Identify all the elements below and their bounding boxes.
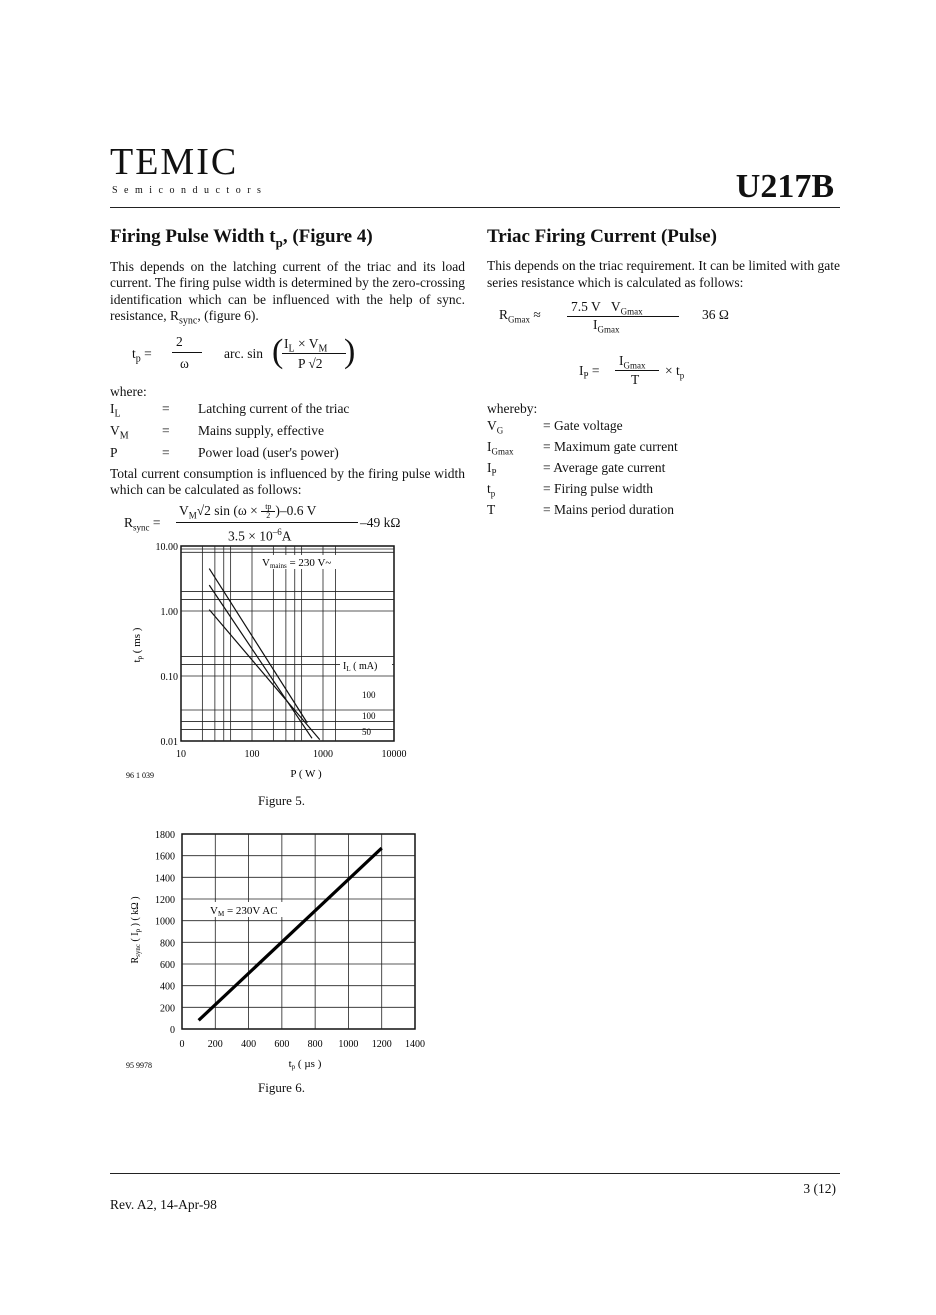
def-row-vg: $V_G$ = Gate voltage	[487, 417, 623, 436]
fig5-x-tick-label: 10	[176, 749, 186, 760]
fig5-x-tick-label: 1000	[313, 749, 333, 760]
company-logo: TEMIC	[110, 141, 239, 183]
fig6-y-tick-label: 1400	[155, 873, 175, 885]
fig5-y-tick-label: 0.01	[160, 737, 178, 748]
fig5-id: 96 1 039	[126, 771, 154, 780]
where-label: where:	[110, 384, 147, 400]
left-definitions	[110, 401, 349, 462]
figure-5-caption: Figure 5.	[258, 793, 305, 808]
fig6-annotation: VM = 230V AC	[210, 905, 278, 918]
fig6-y-tick-label: 400	[160, 981, 175, 993]
right-column	[487, 226, 840, 519]
fig5-series-label: 100	[362, 690, 376, 700]
fig6-y-tick-label: 200	[160, 1003, 175, 1015]
def-row-igmax: $I_{Gmax}$ = Maximum gate current	[487, 438, 678, 457]
def-row-vm: $V_M$ = Mains supply, effective	[110, 423, 324, 442]
page-number: 3 (12)	[803, 1181, 836, 1196]
def-row-t: T = Mains period duration	[487, 502, 674, 518]
header-rule	[110, 207, 840, 208]
fig6-y-tick-label: 800	[160, 938, 175, 950]
fig6-ylabel: $R_{sync}$ ( $I_p$ ) ( kΩ )	[130, 896, 142, 964]
part-number: U217B	[735, 168, 834, 205]
fig6-x-tick-label: 1400	[405, 1039, 425, 1050]
revision-info: Rev. A2, 14-Apr-98	[110, 1197, 217, 1212]
fig6-x-tick-label: 1000	[338, 1039, 359, 1050]
def-row-ip: $I_P$ = Average gate current	[487, 459, 666, 478]
fig6-xlabel: tp ( µs )	[288, 1058, 322, 1071]
figure-6-caption: Figure 6.	[258, 1080, 305, 1095]
figure-6-chart	[110, 825, 440, 1075]
fig6-x-tick-label: 800	[307, 1039, 323, 1050]
formula-rsync: $R_{sync}$ = $V_M√2$ sin (ω × $\frac{tp}{2}$ )–0.6 V $3.5 \times 10^{-6}A$ –49 kΩ	[124, 502, 401, 544]
fig6-x-tick-label: 600	[274, 1039, 290, 1050]
fig6-plot-frame	[182, 834, 415, 1029]
fig5-x-tick-label: 100	[244, 749, 260, 760]
fig5-series-line	[209, 610, 319, 740]
right-heading: Triac Firing Current (Pulse)	[487, 226, 717, 247]
company-logo-subtitle: Semiconductors	[112, 185, 268, 196]
fig6-x-tick-label: 400	[241, 1039, 257, 1050]
left-heading: Firing Pulse Width $t_p$, (Figure 4)	[110, 226, 373, 250]
fig5-y-tick-label: 0.10	[160, 672, 178, 683]
def-row-p: P = Power load (user's power)	[110, 445, 339, 461]
formula-ip: $I_P$ = $I_{Gmax}$ T × $t_p$	[579, 353, 685, 387]
footer-rule	[110, 1173, 840, 1174]
left-column	[110, 226, 465, 543]
fig6-y-tick-label: 600	[160, 960, 175, 971]
right-definitions	[487, 418, 678, 519]
fig6-y-tick-label: 0	[170, 1025, 175, 1036]
left-paragraph-2: Total current consumption is influenced by the firing pulse width which can be calculated as follows:	[110, 465, 465, 498]
fig5-x-tick-label: 10000	[381, 749, 407, 760]
fig5-series-label: 50	[362, 727, 371, 737]
fig6-x-tick-label: 200	[207, 1039, 223, 1050]
left-paragraph-1: This depends on the latching current of the triac and its load current. The firing pulse width is determined by the zero-crossing identification which can be influenced with the help of sync. resistance, $R_{sync}$, (figure 6).	[110, 258, 465, 327]
whereby-label: whereby:	[487, 401, 538, 416]
fig6-id: 95 9978	[126, 1061, 152, 1070]
fig6-x-tick-label: 0	[179, 1039, 185, 1050]
fig6-series-line	[199, 848, 382, 1020]
fig5-y-tick-label: 10.00	[155, 542, 178, 553]
fig6-x-tick-label: 1200	[371, 1039, 392, 1050]
fig5-ylabel: tp ( ms )	[131, 627, 144, 663]
fig5-y-tick-label: 1.00	[160, 607, 178, 618]
fig5-series-line	[209, 585, 312, 738]
formula-rg: $R_{Gmax}$ ≈ 7.5 V $V_{Gmax}$ $I_{Gmax}$ 36 Ω	[499, 299, 729, 335]
formula-tp: $t_p$ = 2 ω arc. sin ( $I_L \times V_M$ P √2 )	[132, 333, 356, 372]
fig5-legend-title: $I_L$ ( mA)	[343, 661, 378, 673]
fig6-y-tick-label: 1200	[155, 895, 175, 906]
figure-5-chart	[110, 535, 430, 785]
def-row-tp: $t_p$ = Firing pulse width	[487, 481, 653, 499]
fig6-y-tick-label: 1600	[155, 851, 175, 863]
fig6-y-tick-label: 1800	[155, 830, 175, 841]
fig6-y-tick-label: 1000	[155, 916, 175, 928]
def-row-il: $I_L$ = Latching current of the triac	[110, 400, 350, 420]
fig5-annotation: Vmains = 230 V~	[262, 557, 332, 570]
fig5-xlabel: P ( W )	[290, 768, 322, 780]
fig5-series-label: 100	[362, 711, 376, 721]
right-paragraph-1: This depends on the triac requirement. It can be limited with gate series resistance which is calculated as follows:	[487, 258, 840, 290]
